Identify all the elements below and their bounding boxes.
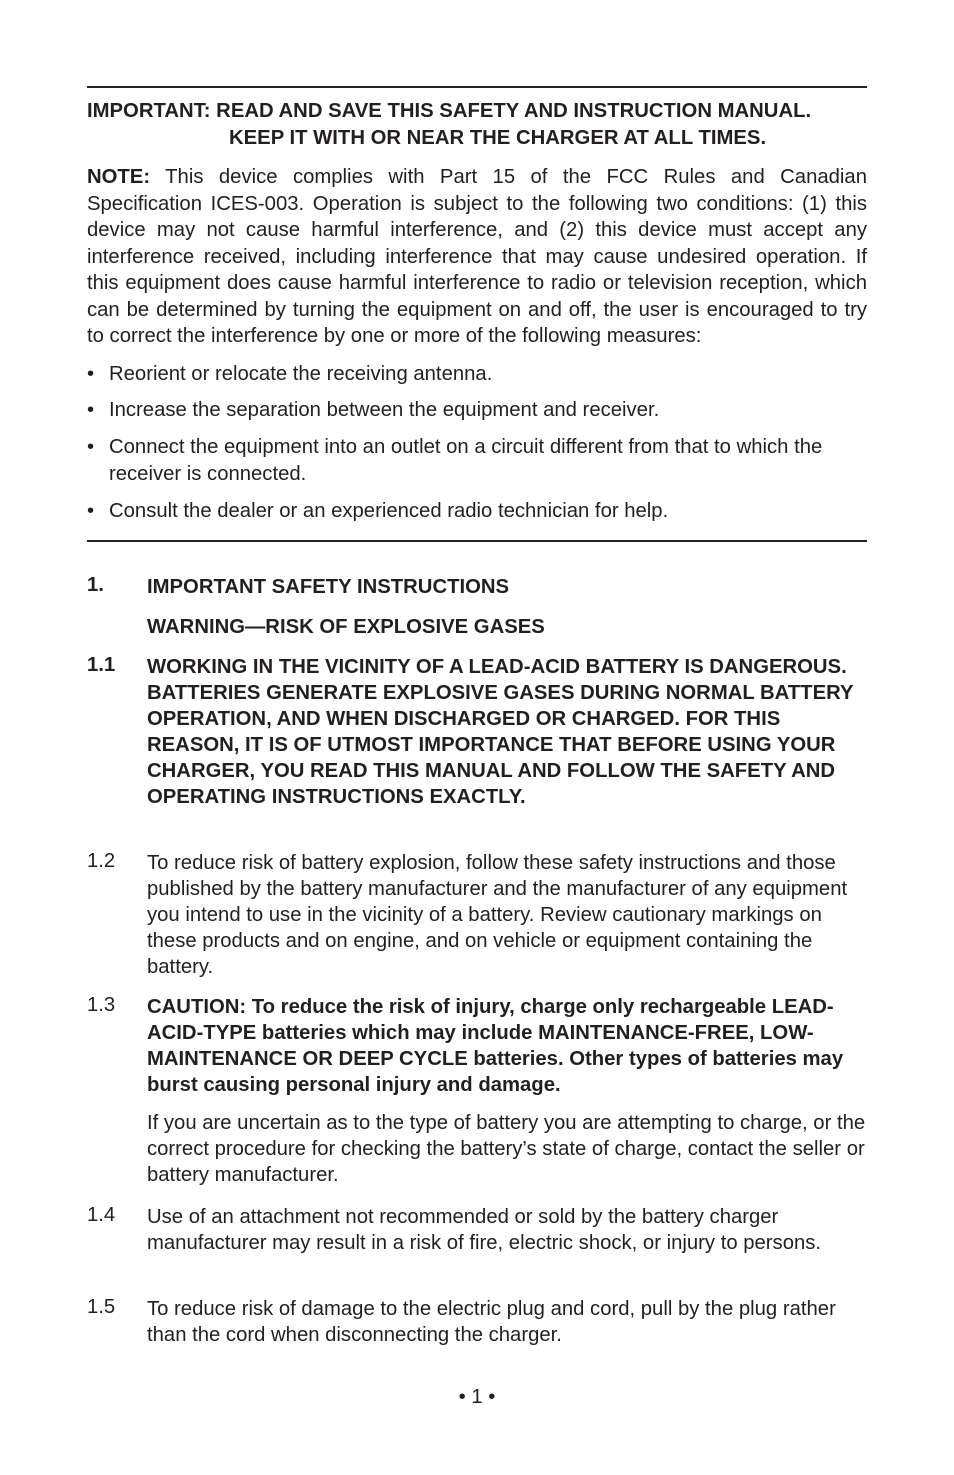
note-label: NOTE:	[87, 166, 151, 188]
item-number: 1.4	[87, 1204, 116, 1226]
list-item	[87, 397, 867, 424]
important-line-2: KEEP IT WITH OR NEAR THE CHARGER AT ALL TIMES.	[229, 127, 767, 149]
section-divider	[87, 540, 867, 542]
item-1-1	[87, 654, 867, 810]
page-number: • 1 •	[458, 1386, 496, 1408]
important-notice	[87, 98, 867, 152]
list-item	[87, 498, 867, 525]
bullet: •	[87, 399, 95, 421]
item-1-2	[87, 850, 867, 980]
note-text: This device complies with Part 15 of the FCC Rules and Canadian Specification ICES-003. Operation is subject to the following two conditions: (1) this device may not cause harmful interference, and (2) this device must accept any interference received, including interference that may cause undesired operation. If this equipment does cause harmful interference to radio or television reception, which can be determined by turning the equipment on and off, the user is encouraged to try to correct the interference by one or more of the following measures:	[87, 166, 867, 347]
warning-title: WARNING—RISK OF EXPLOSIVE GASES	[147, 616, 545, 638]
caution-text: CAUTION: To reduce the risk of injury, charge only rechargeable LEAD-ACID-TYPE batteries which may include MAINTENANCE-FREE, LOW-MAINTENANCE OR DEEP CYCLE batteries. Other types of batteries may burst causing personal injury and damage.	[147, 996, 844, 1096]
item-1-3	[87, 994, 867, 1188]
fcc-note	[87, 164, 867, 350]
item-number: 1.2	[87, 850, 116, 872]
item-1-5	[87, 1296, 867, 1348]
list-item-text: Consult the dealer or an experienced radio technician for help.	[109, 500, 669, 522]
item-text: To reduce risk of damage to the electric plug and cord, pull by the plug rather than the cord when disconnecting the charger.	[147, 1298, 836, 1346]
section-title: IMPORTANT SAFETY INSTRUCTIONS	[147, 576, 510, 598]
measures-list	[87, 498, 867, 525]
measures-list	[87, 361, 867, 388]
item-text: Use of an attachment not recommended or sold by the battery charger manufacturer may result in a risk of fire, electric shock, or injury to persons.	[147, 1206, 822, 1254]
item-1-4	[87, 1204, 867, 1256]
section-heading	[87, 574, 867, 600]
item-number: 1.3	[87, 994, 116, 1016]
bullet: •	[87, 363, 95, 385]
measures-list	[87, 434, 867, 488]
section-number: 1.	[87, 574, 104, 596]
important-line-1: IMPORTANT: READ AND SAVE THIS SAFETY AND INSTRUCTION MANUAL.	[87, 100, 812, 122]
bullet: •	[87, 500, 95, 522]
bullet: •	[87, 436, 95, 458]
item-text: To reduce risk of battery explosion, follow these safety instructions and those published by the battery manufacturer and the manufacturer of any equipment you intend to use in the vicinity of a battery. Review cautionary markings on these products and on engine, and on vehicle or equipment containing the battery.	[147, 852, 848, 978]
item-number: 1.5	[87, 1296, 116, 1318]
top-divider	[87, 86, 867, 88]
list-item	[87, 361, 867, 388]
measures-list	[87, 397, 867, 424]
item-text: WORKING IN THE VICINITY OF A LEAD-ACID BATTERY IS DANGEROUS. BATTERIES GENERATE EXPLOSIVE GASES DURING NORMAL BATTERY OPERATION, AND WHEN DISCHARGED OR CHARGED. FOR THIS REASON, IT IS OF UTMOST IMPORTANCE THAT BEFORE USING YOUR CHARGER, YOU READ THIS MANUAL AND FOLLOW THE SAFETY AND OPERATING INSTRUCTIONS EXACTLY.	[147, 656, 854, 808]
list-item-text: Connect the equipment into an outlet on a circuit different from that to which the receiver is connected.	[109, 436, 823, 485]
warning-heading	[87, 614, 867, 640]
list-item	[87, 434, 867, 488]
item-text: If you are uncertain as to the type of battery you are attempting to charge, or the correct procedure for checking the battery’s state of charge, contact the seller or battery manufacturer.	[147, 1112, 866, 1186]
list-item-text: Increase the separation between the equipment and receiver.	[109, 399, 660, 421]
item-number: 1.1	[87, 654, 116, 676]
list-item-text: Reorient or relocate the receiving antenna.	[109, 363, 493, 385]
